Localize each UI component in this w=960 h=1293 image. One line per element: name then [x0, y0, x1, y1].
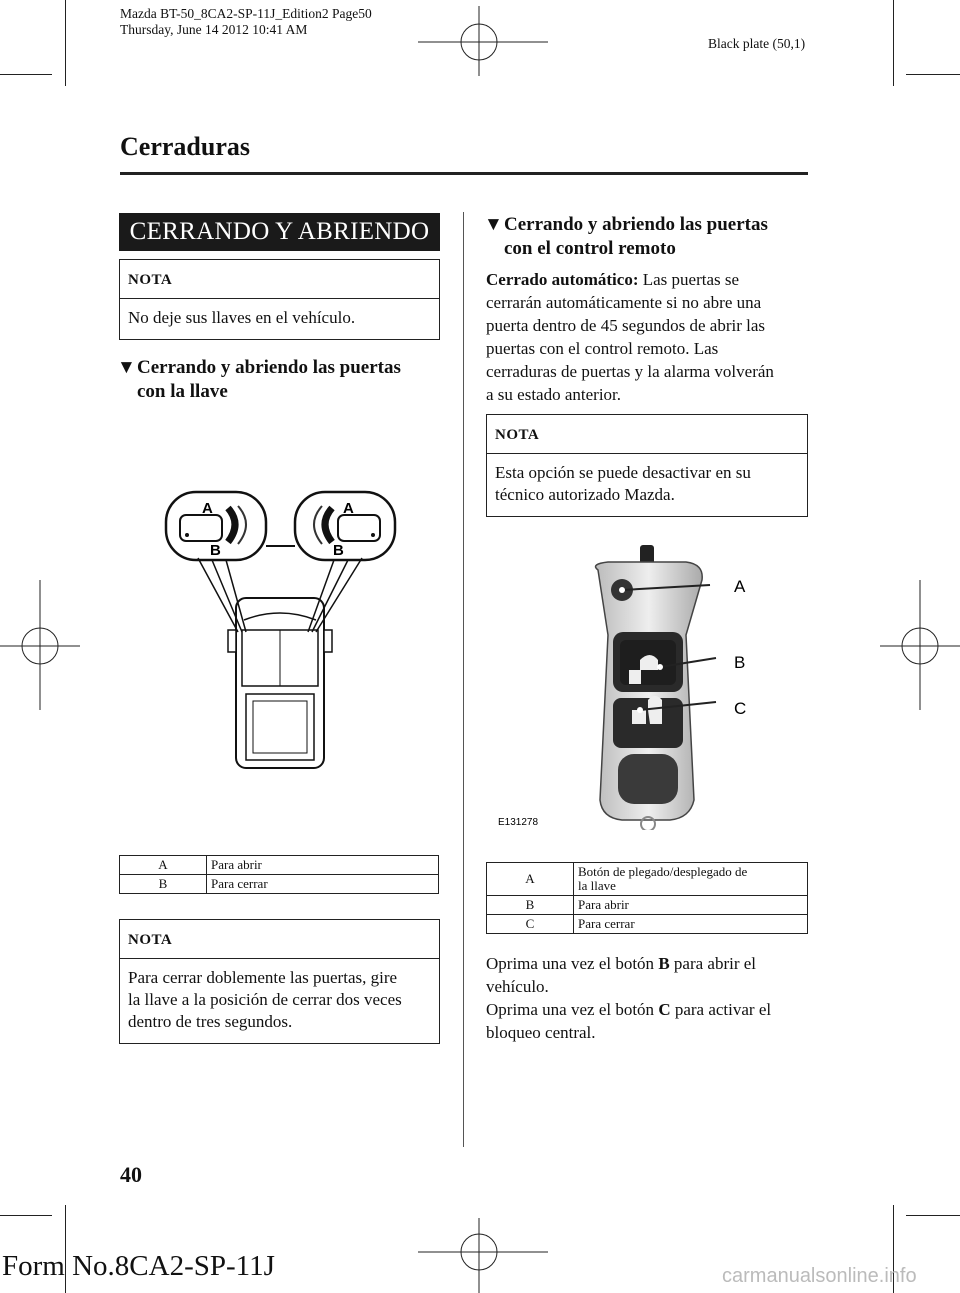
note-body	[487, 454, 807, 516]
crop-mark	[0, 1215, 52, 1216]
crop-mark	[906, 74, 960, 75]
legend-key: A	[120, 856, 207, 875]
note-box	[119, 919, 440, 1044]
label-c: C	[734, 699, 747, 718]
file-line: Mazda BT-50_8CA2-SP-11J_Edition2 Page50	[120, 6, 372, 21]
legend-value	[574, 863, 808, 896]
triangle-icon: ▼	[117, 357, 136, 378]
instr-text: Oprima una vez el botón	[486, 1000, 659, 1019]
table-row	[487, 863, 808, 896]
instr-key: B	[658, 954, 670, 973]
subsection-heading	[117, 356, 447, 404]
section-title: Cerraduras	[120, 132, 250, 161]
registration-mark-bottom	[418, 1218, 548, 1293]
instructions	[486, 952, 816, 1044]
instr-text: para abrir el	[673, 954, 757, 973]
instr-text: para activar el	[674, 1000, 772, 1019]
key-fob-figure	[490, 540, 790, 830]
chapter-banner: CERRANDO Y ABRIENDO	[119, 213, 440, 251]
legend-key: A	[487, 863, 574, 896]
paragraph-line: cerrarán automáticamente si no abre una	[486, 293, 762, 312]
note-line: Esta opción se puede desactivar en su	[495, 463, 751, 482]
crop-mark	[893, 0, 894, 86]
paragraph-line: a su estado anterior.	[486, 385, 622, 404]
legend-table	[486, 862, 808, 934]
crop-mark	[906, 1215, 960, 1216]
note-title: NOTA	[120, 260, 439, 299]
table-row	[487, 896, 808, 915]
page-number: 40	[120, 1162, 142, 1187]
paragraph-line: puerta dentro de 45 segundos de abrir las	[486, 316, 765, 335]
key-lock-figure	[150, 480, 410, 780]
table-row	[487, 915, 808, 934]
note-line: la llave a la posición de cerrar dos veces	[128, 990, 402, 1009]
registration-mark-top	[418, 6, 548, 76]
note-body	[120, 959, 439, 1043]
figure-code: E131278	[498, 817, 539, 828]
legend-key: B	[120, 875, 207, 894]
legend-table	[119, 855, 439, 894]
note-title: NOTA	[487, 415, 807, 454]
watermark: carmanualsonline.info	[722, 1265, 917, 1287]
table-row	[120, 856, 439, 875]
legend-value: Para abrir	[574, 896, 808, 915]
label-a: A	[734, 577, 746, 596]
column-divider	[463, 212, 464, 1147]
triangle-icon: ▼	[484, 214, 503, 235]
note-line: dentro de tres segundos.	[128, 1012, 293, 1031]
heading-line: Cerrando y abriendo las puertas	[137, 357, 401, 378]
legend-line: la llave	[578, 878, 616, 893]
note-line: Para cerrar doblemente las puertas, gire	[128, 968, 398, 987]
label-b: B	[210, 542, 221, 559]
registration-mark-right	[880, 580, 960, 710]
paragraph-line: Las puertas se	[642, 270, 740, 289]
file-info	[120, 6, 372, 38]
instr-text: bloqueo central.	[486, 1023, 596, 1042]
legend-value: Para abrir	[207, 856, 439, 875]
crop-mark	[0, 74, 52, 75]
crop-mark	[65, 0, 66, 86]
note-box	[486, 414, 808, 517]
label-a: A	[343, 500, 354, 517]
legend-key: B	[487, 896, 574, 915]
instr-text: Oprima una vez el botón	[486, 954, 659, 973]
heading-line: con el control remoto	[504, 238, 676, 259]
legend-line: Botón de plegado/desplegado de	[578, 864, 748, 879]
auto-lock-label: Cerrado automático:	[486, 270, 639, 289]
plate-label: Black plate (50,1)	[708, 36, 806, 51]
paragraph-line: puertas con el control remoto. Las	[486, 339, 719, 358]
heading-line: con la llave	[137, 381, 228, 402]
subsection-heading	[484, 213, 814, 261]
legend-value: Para cerrar	[207, 875, 439, 894]
registration-mark-left	[0, 580, 80, 710]
label-a: A	[202, 500, 213, 517]
auto-lock-paragraph	[486, 268, 816, 406]
section-rule	[120, 172, 808, 175]
paragraph-line: cerraduras de puertas y la alarma volverán	[486, 362, 774, 381]
note-box	[119, 259, 440, 340]
instr-key: C	[658, 1000, 671, 1019]
instr-text: vehículo.	[486, 977, 549, 996]
label-b: B	[734, 653, 746, 672]
table-row	[120, 875, 439, 894]
form-number: Form No.8CA2-SP-11J	[2, 1250, 275, 1282]
note-body: No deje sus llaves en el vehículo.	[128, 308, 356, 327]
legend-key: C	[487, 915, 574, 934]
heading-line: Cerrando y abriendo las puertas	[504, 214, 768, 235]
label-b: B	[333, 542, 344, 559]
date-line: Thursday, June 14 2012 10:41 AM	[120, 22, 308, 37]
note-title: NOTA	[120, 920, 439, 959]
note-line: técnico autorizado Mazda.	[495, 485, 675, 504]
legend-value: Para cerrar	[574, 915, 808, 934]
